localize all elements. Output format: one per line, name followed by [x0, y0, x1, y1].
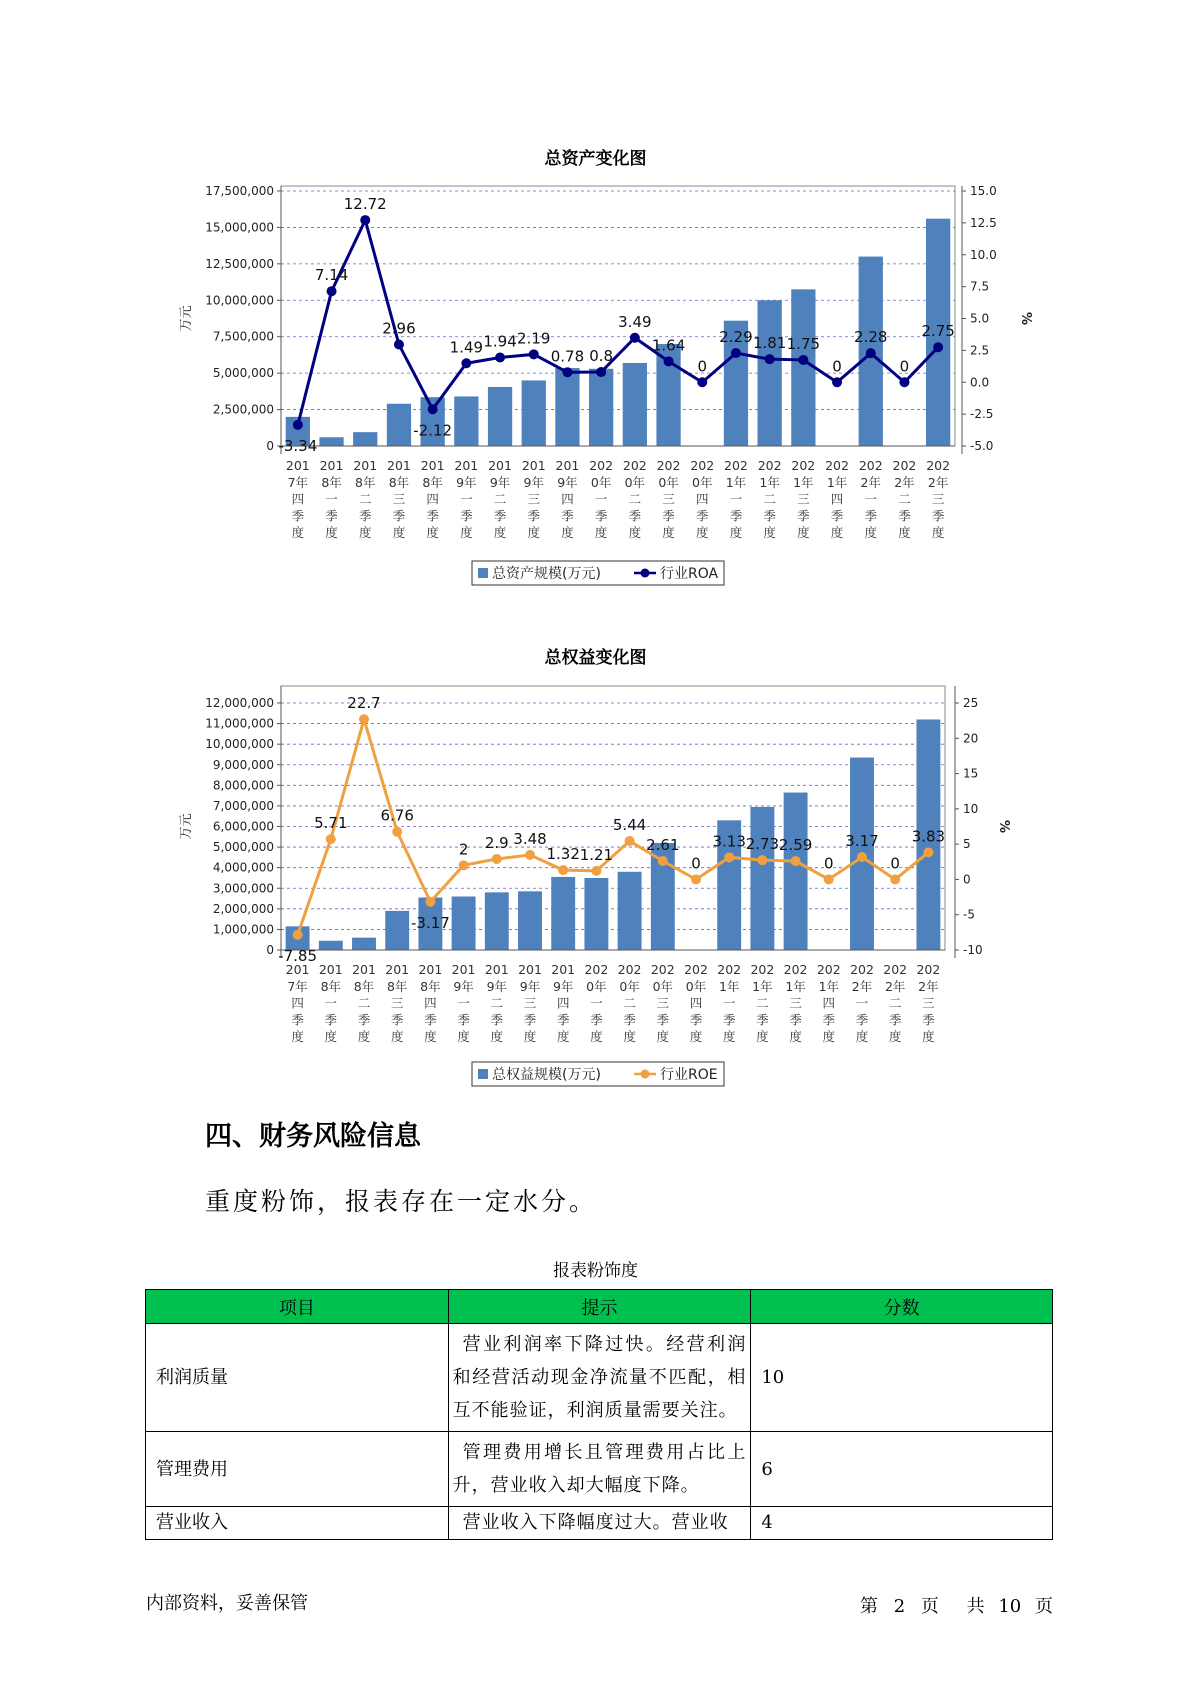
- line-point: [459, 860, 469, 870]
- table-row: [146, 1324, 1053, 1432]
- data-label: 3.83: [911, 827, 946, 846]
- footer-confidential-note: 内部资料，妥善保管: [146, 1593, 308, 1614]
- header-item: 项目: [146, 1290, 449, 1324]
- y2-tick-label: 15.0: [970, 184, 997, 198]
- y-tick-label: 12,500,000: [205, 256, 274, 271]
- y-tick-label: 17,500,000: [205, 184, 274, 198]
- x-tick-label: 202 0年三季度: [656, 458, 681, 541]
- y-tick-label: 2,500,000: [212, 402, 274, 417]
- data-label: 2: [458, 840, 469, 859]
- data-label: -7.85: [278, 946, 318, 965]
- line-point: [392, 827, 402, 837]
- bar: [352, 938, 376, 950]
- y-tick-label: 7,500,000: [212, 329, 274, 344]
- y-tick-label: 4,000,000: [212, 860, 274, 875]
- legend-bar-swatch: [478, 1069, 488, 1079]
- data-label: 1.81: [752, 334, 787, 353]
- x-tick-label: 202 1年二季度: [750, 962, 775, 1045]
- bar: [485, 892, 509, 950]
- bar: [750, 807, 774, 950]
- chart-title-total-equity: 总权益变化图: [544, 648, 647, 668]
- data-label: 5.71: [314, 814, 348, 833]
- x-tick-label: 201 8年二季度: [352, 962, 376, 1045]
- y2-axis-title: %: [996, 819, 1011, 834]
- line-point: [691, 874, 701, 884]
- bar: [518, 891, 542, 950]
- y2-tick-label: 25: [963, 696, 979, 710]
- y2-tick-label: 10: [963, 801, 979, 816]
- row-score: 10: [751, 1324, 1053, 1432]
- y2-tick-label: -5: [963, 907, 975, 922]
- x-tick-label: 201 9年三季度: [518, 962, 542, 1045]
- x-tick-label: 202 1年二季度: [757, 458, 782, 541]
- y-tick-label: 5,000,000: [212, 366, 274, 381]
- data-label: 3.48: [513, 829, 547, 848]
- x-tick-label: 202 1年四季度: [825, 458, 849, 541]
- data-label: 1.32: [546, 845, 580, 864]
- x-tick-label: 201 9年一季度: [451, 962, 476, 1045]
- line-point: [625, 836, 635, 846]
- x-tick-label: 202 2年二季度: [892, 458, 917, 541]
- total-pages: 10: [998, 1596, 1022, 1617]
- data-label: 12.72: [343, 195, 387, 214]
- data-label: 1.94: [483, 332, 517, 351]
- x-tick-label: 201 8年四季度: [418, 962, 443, 1045]
- data-label: 3.49: [618, 312, 652, 331]
- x-tick-label: 201 8年四季度: [420, 458, 445, 541]
- y2-tick-label: -5.0: [970, 439, 994, 453]
- line-point: [525, 850, 535, 860]
- x-tick-label: 201 9年二季度: [488, 458, 512, 541]
- line-point: [658, 856, 668, 866]
- data-label: 1.64: [651, 336, 686, 355]
- y2-tick-label: -10: [963, 943, 983, 957]
- data-label: -3.34: [278, 436, 318, 455]
- y2-tick-label: 5: [963, 837, 971, 852]
- data-label: 22.7: [347, 694, 381, 713]
- data-label: 3.13: [712, 832, 746, 851]
- y-tick-label: 10,000,000: [205, 737, 274, 752]
- x-tick-label: 201 7年四季度: [285, 962, 310, 1045]
- y-tick-label: 7,000,000: [212, 798, 274, 813]
- row-item: 营业收入: [146, 1507, 449, 1540]
- data-label: 0.78: [550, 347, 585, 366]
- x-tick-label: 202 1年三季度: [783, 962, 808, 1045]
- section-summary: 重度粉饰，报表存在一定水分。: [205, 1187, 598, 1216]
- y-tick-label: 8,000,000: [212, 778, 274, 793]
- x-tick-label: 202 0年一季度: [589, 458, 614, 541]
- data-label: 2.29: [719, 328, 753, 347]
- data-label: 3.17: [845, 832, 879, 851]
- x-tick-label: 201 9年一季度: [454, 458, 479, 541]
- y2-tick-label: 7.5: [970, 279, 990, 294]
- bar: [551, 877, 575, 950]
- row-hint: 营业收入下降幅度过大。营业收: [448, 1507, 751, 1540]
- data-label: 7.14: [314, 266, 349, 285]
- x-tick-label: 201 9年四季度: [555, 458, 580, 541]
- page-unit: 页: [920, 1596, 939, 1617]
- data-label: 0: [691, 854, 701, 873]
- data-label: -3.17: [410, 913, 450, 932]
- y2-tick-label: 0: [963, 872, 971, 887]
- x-tick-label: 202 1年一季度: [724, 458, 748, 541]
- y2-tick-label: 0.0: [970, 375, 990, 390]
- y2-tick-label: 10.0: [970, 247, 997, 262]
- x-tick-label: 202 0年四季度: [684, 962, 708, 1045]
- y-tick-label: 3,000,000: [212, 881, 274, 896]
- x-tick-label: 202 0年二季度: [617, 962, 642, 1045]
- data-label: 1.49: [449, 338, 484, 357]
- data-label: 0: [697, 357, 708, 376]
- legend-line-marker: [641, 1070, 650, 1079]
- data-label: 6.76: [380, 806, 414, 825]
- y-tick-label: 10,000,000: [205, 293, 274, 308]
- y-tick-label: 2,000,000: [212, 901, 274, 916]
- data-label: 1.75: [786, 334, 821, 353]
- total-unit: 页: [1035, 1596, 1053, 1617]
- data-label: 2.59: [778, 836, 813, 855]
- legend-bar-label: 总权益规模(万元): [492, 1067, 601, 1083]
- x-tick-label: 202 0年四季度: [690, 458, 715, 541]
- x-tick-label: 201 8年一季度: [319, 458, 344, 541]
- data-label: 2.73: [745, 835, 780, 854]
- line-point: [791, 856, 801, 866]
- data-label: 0.8: [589, 347, 614, 366]
- line-point: [359, 714, 369, 724]
- bar: [618, 872, 642, 950]
- y-tick-label: 0: [266, 439, 274, 453]
- line-point: [724, 852, 734, 862]
- total-prefix: 共: [966, 1596, 985, 1617]
- x-tick-label: 201 8年二季度: [353, 458, 378, 541]
- legend-bar-label: 总资产规模(万元): [492, 566, 601, 582]
- y-axis-title: 万元: [179, 305, 194, 332]
- y-tick-label: 15,000,000: [205, 220, 274, 235]
- y-axis-title: 万元: [179, 813, 194, 840]
- y2-tick-label: 20: [963, 731, 979, 746]
- x-tick-label: 201 9年二季度: [484, 962, 509, 1045]
- line-point: [293, 930, 303, 940]
- x-tick-label: 202 0年一季度: [584, 962, 609, 1045]
- data-label: 2.75: [921, 322, 955, 341]
- bar: [452, 896, 476, 950]
- x-tick-label: 202 0年二季度: [622, 458, 647, 541]
- chart-title-total-assets: 总资产变化图: [544, 149, 647, 169]
- x-tick-label: 202 1年一季度: [717, 962, 742, 1045]
- data-label: 0: [832, 357, 842, 376]
- data-label: 1.21: [579, 845, 614, 864]
- bar: [784, 793, 808, 950]
- y-tick-label: 12,000,000: [205, 696, 274, 710]
- y-tick-label: 6,000,000: [212, 819, 274, 834]
- x-tick-label: 202 1年三季度: [791, 458, 816, 541]
- x-tick-label: 202 2年二季度: [883, 962, 908, 1045]
- data-label: -2.12: [413, 421, 453, 440]
- x-tick-label: 201 9年四季度: [551, 962, 576, 1045]
- bar: [385, 911, 409, 950]
- x-tick-label: 201 9年三季度: [521, 458, 546, 541]
- y-tick-label: 0: [266, 943, 274, 957]
- data-label: 2.28: [854, 328, 888, 347]
- y2-tick-label: 2.5: [970, 343, 990, 358]
- header-score: 分数: [751, 1290, 1053, 1324]
- y2-tick-label: 15: [963, 766, 979, 781]
- x-tick-label: 202 2年一季度: [850, 962, 874, 1045]
- data-label: 0: [899, 357, 910, 376]
- line-point: [425, 897, 435, 907]
- y2-tick-label: 5.0: [970, 311, 990, 326]
- x-tick-label: 202 2年三季度: [916, 962, 941, 1045]
- y-tick-label: 9,000,000: [212, 757, 274, 772]
- x-tick-label: 202 2年一季度: [858, 458, 883, 541]
- legend-line-label: 行业ROA: [660, 566, 719, 582]
- table-caption: 报表粉饰度: [553, 1261, 638, 1281]
- line-point: [757, 855, 767, 865]
- data-label: 5.44: [612, 816, 647, 835]
- y-tick-label: 1,000,000: [212, 922, 274, 937]
- bar: [319, 941, 343, 950]
- line-point: [923, 847, 933, 857]
- line-point: [824, 874, 834, 884]
- data-label: 2.61: [646, 836, 680, 855]
- x-tick-label: 201 8年一季度: [318, 962, 343, 1045]
- table-header-row: [146, 1290, 1053, 1324]
- data-label: 2.96: [382, 319, 416, 338]
- y-tick-label: 11,000,000: [205, 716, 274, 731]
- header-hint: 提示: [448, 1290, 751, 1324]
- line-point: [492, 854, 502, 864]
- row-hint: 营业利润率下降过快。经营利润和经营活动现金净流量不匹配，相互不能验证，利润质量需要关注。: [448, 1324, 751, 1432]
- row-hint: 管理费用增长且管理费用占比上升，营业收入却大幅度下降。: [448, 1432, 751, 1507]
- legend-line-label: 行业ROE: [660, 1067, 718, 1083]
- risk-table: [145, 1289, 1053, 1540]
- page-prefix: 第: [859, 1596, 878, 1617]
- line-point: [591, 866, 601, 876]
- x-tick-label: 202 2年三季度: [926, 458, 951, 541]
- line-point: [326, 834, 336, 844]
- bar: [584, 878, 608, 950]
- section-heading: 四、财务风险信息: [205, 1121, 421, 1152]
- row-item: 管理费用: [146, 1432, 449, 1507]
- data-label: 2.19: [517, 329, 551, 348]
- footer-page-info: [860, 1592, 1053, 1618]
- row-item: 利润质量: [146, 1324, 449, 1432]
- page-number: 2: [893, 1596, 906, 1617]
- table-row: [146, 1432, 1053, 1507]
- y2-tick-label: 12.5: [970, 215, 997, 230]
- data-label: 0: [824, 854, 834, 873]
- data-label: 2.9: [484, 833, 509, 852]
- line-point: [558, 865, 568, 875]
- line-point: [857, 852, 867, 862]
- data-label: 0: [890, 854, 900, 873]
- x-tick-label: 202 1年四季度: [816, 962, 841, 1045]
- x-tick-label: 202 0年三季度: [650, 962, 675, 1045]
- x-tick-label: 201 8年三季度: [385, 962, 410, 1045]
- x-tick-label: 201 7年四季度: [285, 458, 310, 541]
- y-tick-label: 5,000,000: [212, 840, 274, 855]
- x-tick-label: 201 8年三季度: [387, 458, 411, 541]
- row-score: 6: [751, 1432, 1053, 1507]
- line-point: [890, 874, 900, 884]
- y2-tick-label: -2.5: [970, 407, 994, 422]
- table-row: [146, 1507, 1053, 1540]
- row-score: 4: [751, 1507, 1053, 1540]
- y2-axis-title: %: [1018, 311, 1033, 326]
